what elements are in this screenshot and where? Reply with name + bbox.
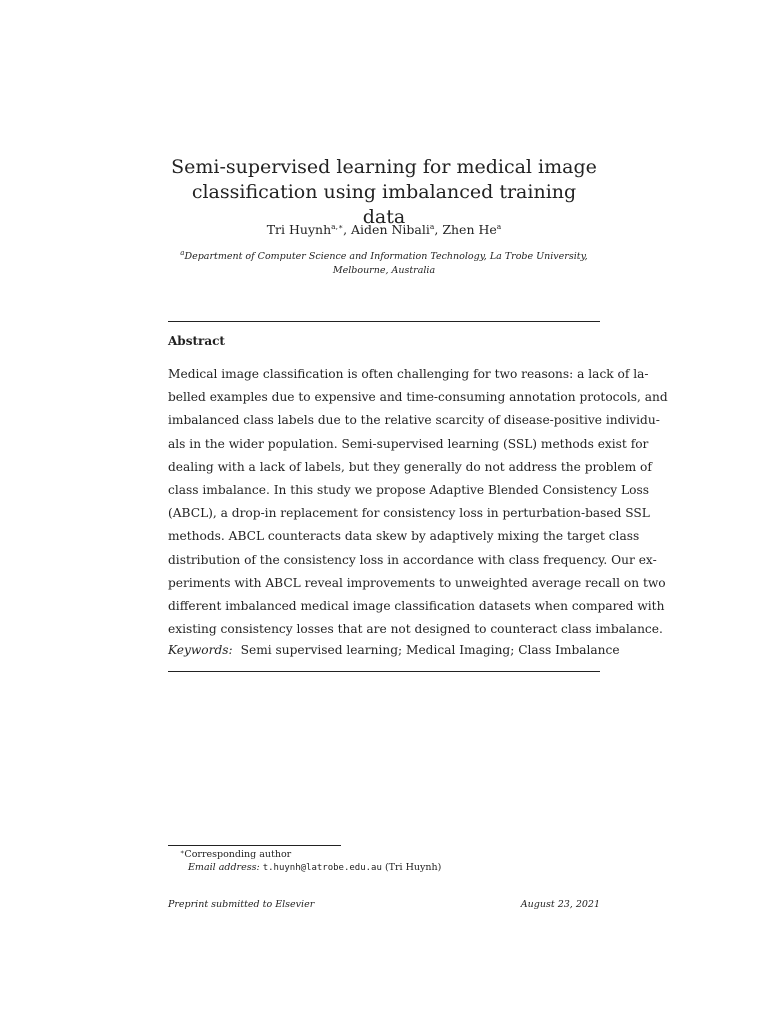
footnote-mark: ∗ (180, 848, 185, 856)
footnote-rule (168, 845, 341, 846)
corresponding-author-note: Corresponding author (184, 849, 292, 860)
abstract-line: imbalanced class labels due to the relative scarcity of disease-positive individu- (168, 413, 660, 428)
abstract-line: als in the wider population. Semi-supervised learning (SSL) methods exist for (168, 436, 649, 451)
affiliation (168, 250, 600, 278)
footer-submission-note: Preprint submitted to Elsevier (168, 899, 315, 910)
abstract-line: class imbalance. In this study we propose Adaptive Blended Consistency Loss (168, 482, 649, 497)
abstract-line: distribution of the consistency loss in accordance with class frequency. Our ex- (168, 552, 657, 567)
email-label: Email address: (188, 862, 260, 873)
abstract-heading: Abstract (168, 334, 225, 348)
author-name: Zhen He (442, 222, 497, 237)
abstract-line: Medical image classification is often challenging for two reasons: a lack of la- (168, 367, 649, 381)
author-separator: , (343, 222, 352, 237)
author-affil-mark: a (496, 222, 502, 231)
abstract-line: periments with ABCL reveal improvements to unweighted average recall on two (168, 575, 666, 590)
author-name: Tri Huynh (266, 222, 332, 237)
email-owner: (Tri Huynh) (384, 862, 442, 873)
affiliation-mark: a (180, 249, 185, 257)
affiliation-line-2: Melbourne, Australia (332, 265, 436, 276)
keywords (168, 643, 620, 657)
author-affil-mark: a (429, 222, 435, 231)
footer-date: August 23, 2021 (520, 899, 600, 910)
abstract-line: different imbalanced medical image classification datasets when compared with (168, 598, 665, 613)
abstract-line: belled examples due to expensive and time-consuming annotation protocols, and (168, 390, 668, 405)
title-line-1: Semi-supervised learning for medical image (171, 156, 597, 178)
abstract-line: dealing with a lack of labels, but they generally do not address the problem of (168, 459, 652, 474)
abstract-line: methods. ABCL counteracts data skew by adaptively mixing the target class (168, 529, 640, 544)
email-address[interactable]: t.huynh@latrobe.edu.au (262, 863, 382, 873)
abstract-line: (ABCL), a drop-in replacement for consistency loss in perturbation-based SSL (168, 506, 650, 521)
affiliation-line-1: Department of Computer Science and Information Technology, La Trobe University, (184, 251, 588, 262)
abstract-body (168, 363, 668, 641)
author-affil-mark: a,∗ (331, 222, 344, 231)
author-separator: , (434, 222, 443, 237)
abstract-line: existing consistency losses that are not designed to counteract class imbalance. (168, 622, 663, 637)
title-line-2: classification using imbalanced training data (191, 181, 577, 228)
abstract-bottom-rule (168, 671, 600, 672)
keywords-label: Keywords: (168, 643, 233, 657)
footnote (180, 848, 441, 875)
keywords-value: Semi supervised learning; Medical Imaging; Class Imbalance (240, 643, 620, 657)
abstract-top-rule (168, 321, 600, 322)
paper-title (168, 155, 600, 230)
author-list (168, 222, 600, 237)
author-name: Aiden Nibali (351, 222, 430, 237)
